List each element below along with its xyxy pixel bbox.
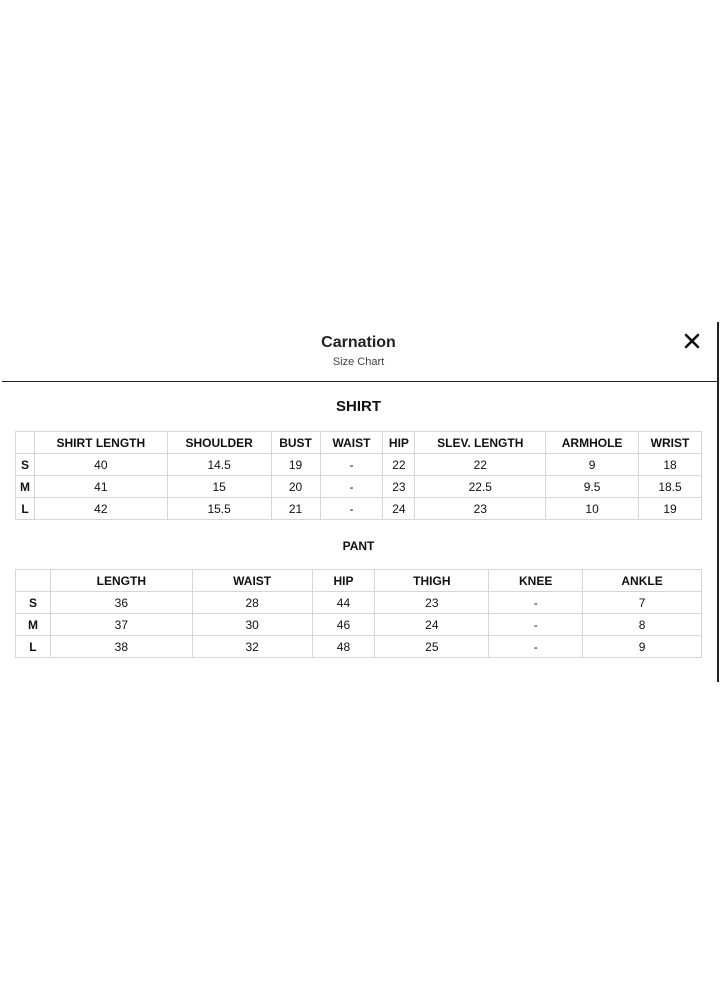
- modal-title: Carnation: [321, 334, 396, 351]
- shirt-section-title: SHIRT: [336, 398, 381, 415]
- table-row: [16, 592, 702, 614]
- column-header: SHOULDER: [167, 432, 271, 454]
- table-row: [16, 454, 702, 476]
- table-cell: -: [320, 454, 383, 476]
- table-row: [16, 476, 702, 498]
- table-cell: 37: [50, 614, 192, 636]
- table-cell: 15.5: [167, 498, 271, 520]
- close-button[interactable]: [681, 330, 703, 352]
- size-chart-modal: [0, 322, 719, 682]
- table-cell: 42: [34, 498, 167, 520]
- pant-size-table: [15, 569, 702, 658]
- column-header: WRIST: [639, 432, 702, 454]
- size-label: M: [16, 476, 35, 498]
- column-header: SHIRT LENGTH: [34, 432, 167, 454]
- table-cell: 22: [383, 454, 415, 476]
- column-header: BUST: [271, 432, 320, 454]
- table-cell: 9: [546, 454, 639, 476]
- table-cell: 18: [639, 454, 702, 476]
- table-cell: 23: [415, 498, 546, 520]
- header-divider: [2, 381, 717, 382]
- table-header-row: [16, 570, 702, 592]
- table-cell: 22.5: [415, 476, 546, 498]
- table-cell: 14.5: [167, 454, 271, 476]
- table-cell: -: [320, 476, 383, 498]
- table-cell: 15: [167, 476, 271, 498]
- column-header: HIP: [383, 432, 415, 454]
- column-header: [16, 432, 35, 454]
- table-cell: -: [489, 636, 583, 658]
- table-cell: 28: [192, 592, 312, 614]
- table-cell: 32: [192, 636, 312, 658]
- table-cell: 22: [415, 454, 546, 476]
- table-cell: 8: [583, 614, 702, 636]
- table-row: [16, 636, 702, 658]
- column-header: [16, 570, 51, 592]
- table-cell: 9.5: [546, 476, 639, 498]
- table-cell: 48: [312, 636, 375, 658]
- column-header: ANKLE: [583, 570, 702, 592]
- table-cell: 18.5: [639, 476, 702, 498]
- table-cell: 20: [271, 476, 320, 498]
- table-cell: 40: [34, 454, 167, 476]
- size-label: S: [16, 592, 51, 614]
- column-header: LENGTH: [50, 570, 192, 592]
- column-header: SLEV. LENGTH: [415, 432, 546, 454]
- column-header: HIP: [312, 570, 375, 592]
- table-cell: 25: [375, 636, 489, 658]
- column-header: KNEE: [489, 570, 583, 592]
- table-cell: 19: [639, 498, 702, 520]
- table-cell: 41: [34, 476, 167, 498]
- table-cell: 23: [375, 592, 489, 614]
- table-cell: -: [320, 498, 383, 520]
- table-cell: 24: [383, 498, 415, 520]
- table-cell: 21: [271, 498, 320, 520]
- table-cell: 46: [312, 614, 375, 636]
- table-cell: -: [489, 614, 583, 636]
- table-row: [16, 614, 702, 636]
- table-cell: 30: [192, 614, 312, 636]
- size-label: M: [16, 614, 51, 636]
- table-cell: -: [489, 592, 583, 614]
- close-icon: [681, 330, 703, 352]
- table-header-row: [16, 432, 702, 454]
- column-header: WAIST: [192, 570, 312, 592]
- size-label: L: [16, 498, 35, 520]
- column-header: WAIST: [320, 432, 383, 454]
- table-cell: 10: [546, 498, 639, 520]
- table-cell: 44: [312, 592, 375, 614]
- table-cell: 19: [271, 454, 320, 476]
- table-cell: 23: [383, 476, 415, 498]
- size-label: L: [16, 636, 51, 658]
- shirt-size-table: [15, 431, 702, 520]
- table-cell: 38: [50, 636, 192, 658]
- size-label: S: [16, 454, 35, 476]
- modal-subtitle: Size Chart: [332, 356, 385, 368]
- column-header: THIGH: [375, 570, 489, 592]
- table-cell: 24: [375, 614, 489, 636]
- table-row: [16, 498, 702, 520]
- table-cell: 36: [50, 592, 192, 614]
- pant-section-title: PANT: [342, 539, 375, 553]
- table-cell: 9: [583, 636, 702, 658]
- table-cell: 7: [583, 592, 702, 614]
- column-header: ARMHOLE: [546, 432, 639, 454]
